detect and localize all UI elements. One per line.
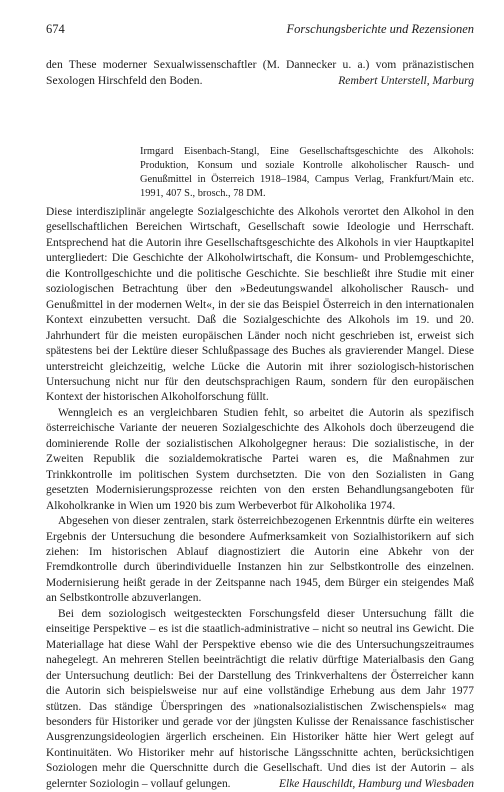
- page-header: [46, 22, 474, 38]
- review-paragraph-1: Diese interdisziplinär angelegte Sozialgeschichte des Alkohols verortet den Alkohol in den gesellschaftlichen Bereichen Wirtschaft, Gesellschaft sowie Ideologie und Herrschaft. Entsprechend hat die Autorin ihre Gesellschaftsgeschichte des Alkohols in vier Hauptkapitel untergliedert: Die Geschichte der Alkoholwirtschaft, die Konsum- und Problemgeschichte, die Kontrollgeschichte und die politische Geschichte. Sie beschließt ihre Studie mit einer soziologischen Betrachtung über den »Bedeutungswandel alkoholischer Rausch- und Genußmittel in der modernen Welt«, in der sie das Beispiel Österreich in den internationalen Kontext einzubetten versucht. Daß die Sozialgeschichte des Alkohols im 19. und 20. Jahrhundert für die meisten europäischen Länder noch nicht geschrieben ist, erweist sich spätestens bei der Lektüre dieser Schlußpassage des Buches als gravierender Mangel. Diese unterstreicht gleichzeitig, welche Lücke die Autorin mit ihrer soziologisch-historischen Untersuchung nicht nur für den deutschsprachigen Raum, sondern für den europäischen Kontext der historischen Alkoholforschung füllt.: [46, 206, 474, 404]
- review-signature: Elke Hauschildt, Hamburg und Wiesbaden: [279, 777, 474, 790]
- book-citation: Irmgard Eisenbach-Stangl, Eine Gesellschaftsgeschichte des Alkohols: Produktion, Konsum und soziale Kontrolle alkoholischer Rausch- und Genußmittel in Österreich 1918–1984, Campus Verlag, Frankfurt/Main etc. 1991, 407 S., brosch., 78 DM.: [140, 146, 474, 199]
- page-number: 674: [46, 22, 65, 36]
- review-paragraph-2: Wenngleich es an vergleichbaren Studien fehlt, so arbeitet die Autorin als spezifisch österreichische Variante der neueren Sozialgeschichte des Alkohols doch überzeugend die dominierende Rolle der sozialistischen Alkoholgegner heraus: Die sozialistische, in der Zweiten Republik die sozialdemokratische Partei waren es, die Maßnahmen zur Trinkkontrolle im politischen System durchsetzten. Die von den Sozialisten in Gang gesetzten Modernisierungsprozesse reichten von den ersten Behandlungsangeboten für Alkoholkranke in Wien um 1920 bis zum Werbeverbot für Alkoholika 1974.: [46, 406, 474, 512]
- previous-review-text: den These moderner Sexualwissenschaftler (M. Dannecker u. a.) vom pränazistischen Sexologen Hirschfeld den Boden.: [46, 58, 474, 87]
- review-body: [46, 205, 474, 792]
- running-head: Forschungsberichte und Rezensionen: [286, 22, 474, 36]
- previous-review-ending: [46, 57, 474, 88]
- review-paragraph-3: Abgesehen von dieser zentralen, stark österreichbezogenen Erkenntnis dürfte ein weiteres Ergebnis der Untersuchung die besondere Aufmerksamkeit von Sozialhistorikern auf sich ziehen: Im historischen Ablauf diagnostiziert die Autorin eine Abkehr von der Fremdkontrolle durch überindividuelle Instanzen hin zur Selbstkontrolle des einzelnen. Modernisierung heißt gerade in der Zeitspanne nach 1945, dem Bürger ein steigendes Maß an Selbstkontrolle abzuverlangen.: [46, 515, 474, 605]
- previous-review-signature: Rembert Unterstell, Marburg: [338, 73, 474, 87]
- review-paragraph-4-text: Bei dem soziologisch weitgesteckten Forschungsfeld dieser Untersuchung fällt die einseitige Perspektive – es ist die staatlich-administrative – nicht so neutral ins Gewicht. Die Materiallage hat diese Wahl der Perspektive ebenso wie die des Untersuchungszeitraumes nahegelegt. An mehreren Stellen beeinträchtigt die relativ dürftige Materialbasis den Gang der Untersuchung deutlich: Bei der Darstellung des Trinkverhaltens der Österreicher kann die Autorin sich beispielsweise nur auf eine vollständige Erhebung aus dem Jahr 1977 stützen. Das ständige Überspringen des »nationalsozialistischen Zwischenspiels« mag besonders für Historiker und gerade vor der jüngsten Kulisse der Renaissance faschistischer Ausgrenzungsideologien ärgerlich erscheinen. Ein Historiker hätte hier Wert gelegt auf Kontinuitäten. Wo Historiker mehr auf historische Längsschnitte achten, berücksichtigen Soziologen mehr die Querschnitte durch die Gesellschaft. Und dies ist der Autorin – als gelernter Soziologin – vollauf gelungen.: [46, 607, 474, 790]
- review-paragraph-4: [46, 607, 474, 792]
